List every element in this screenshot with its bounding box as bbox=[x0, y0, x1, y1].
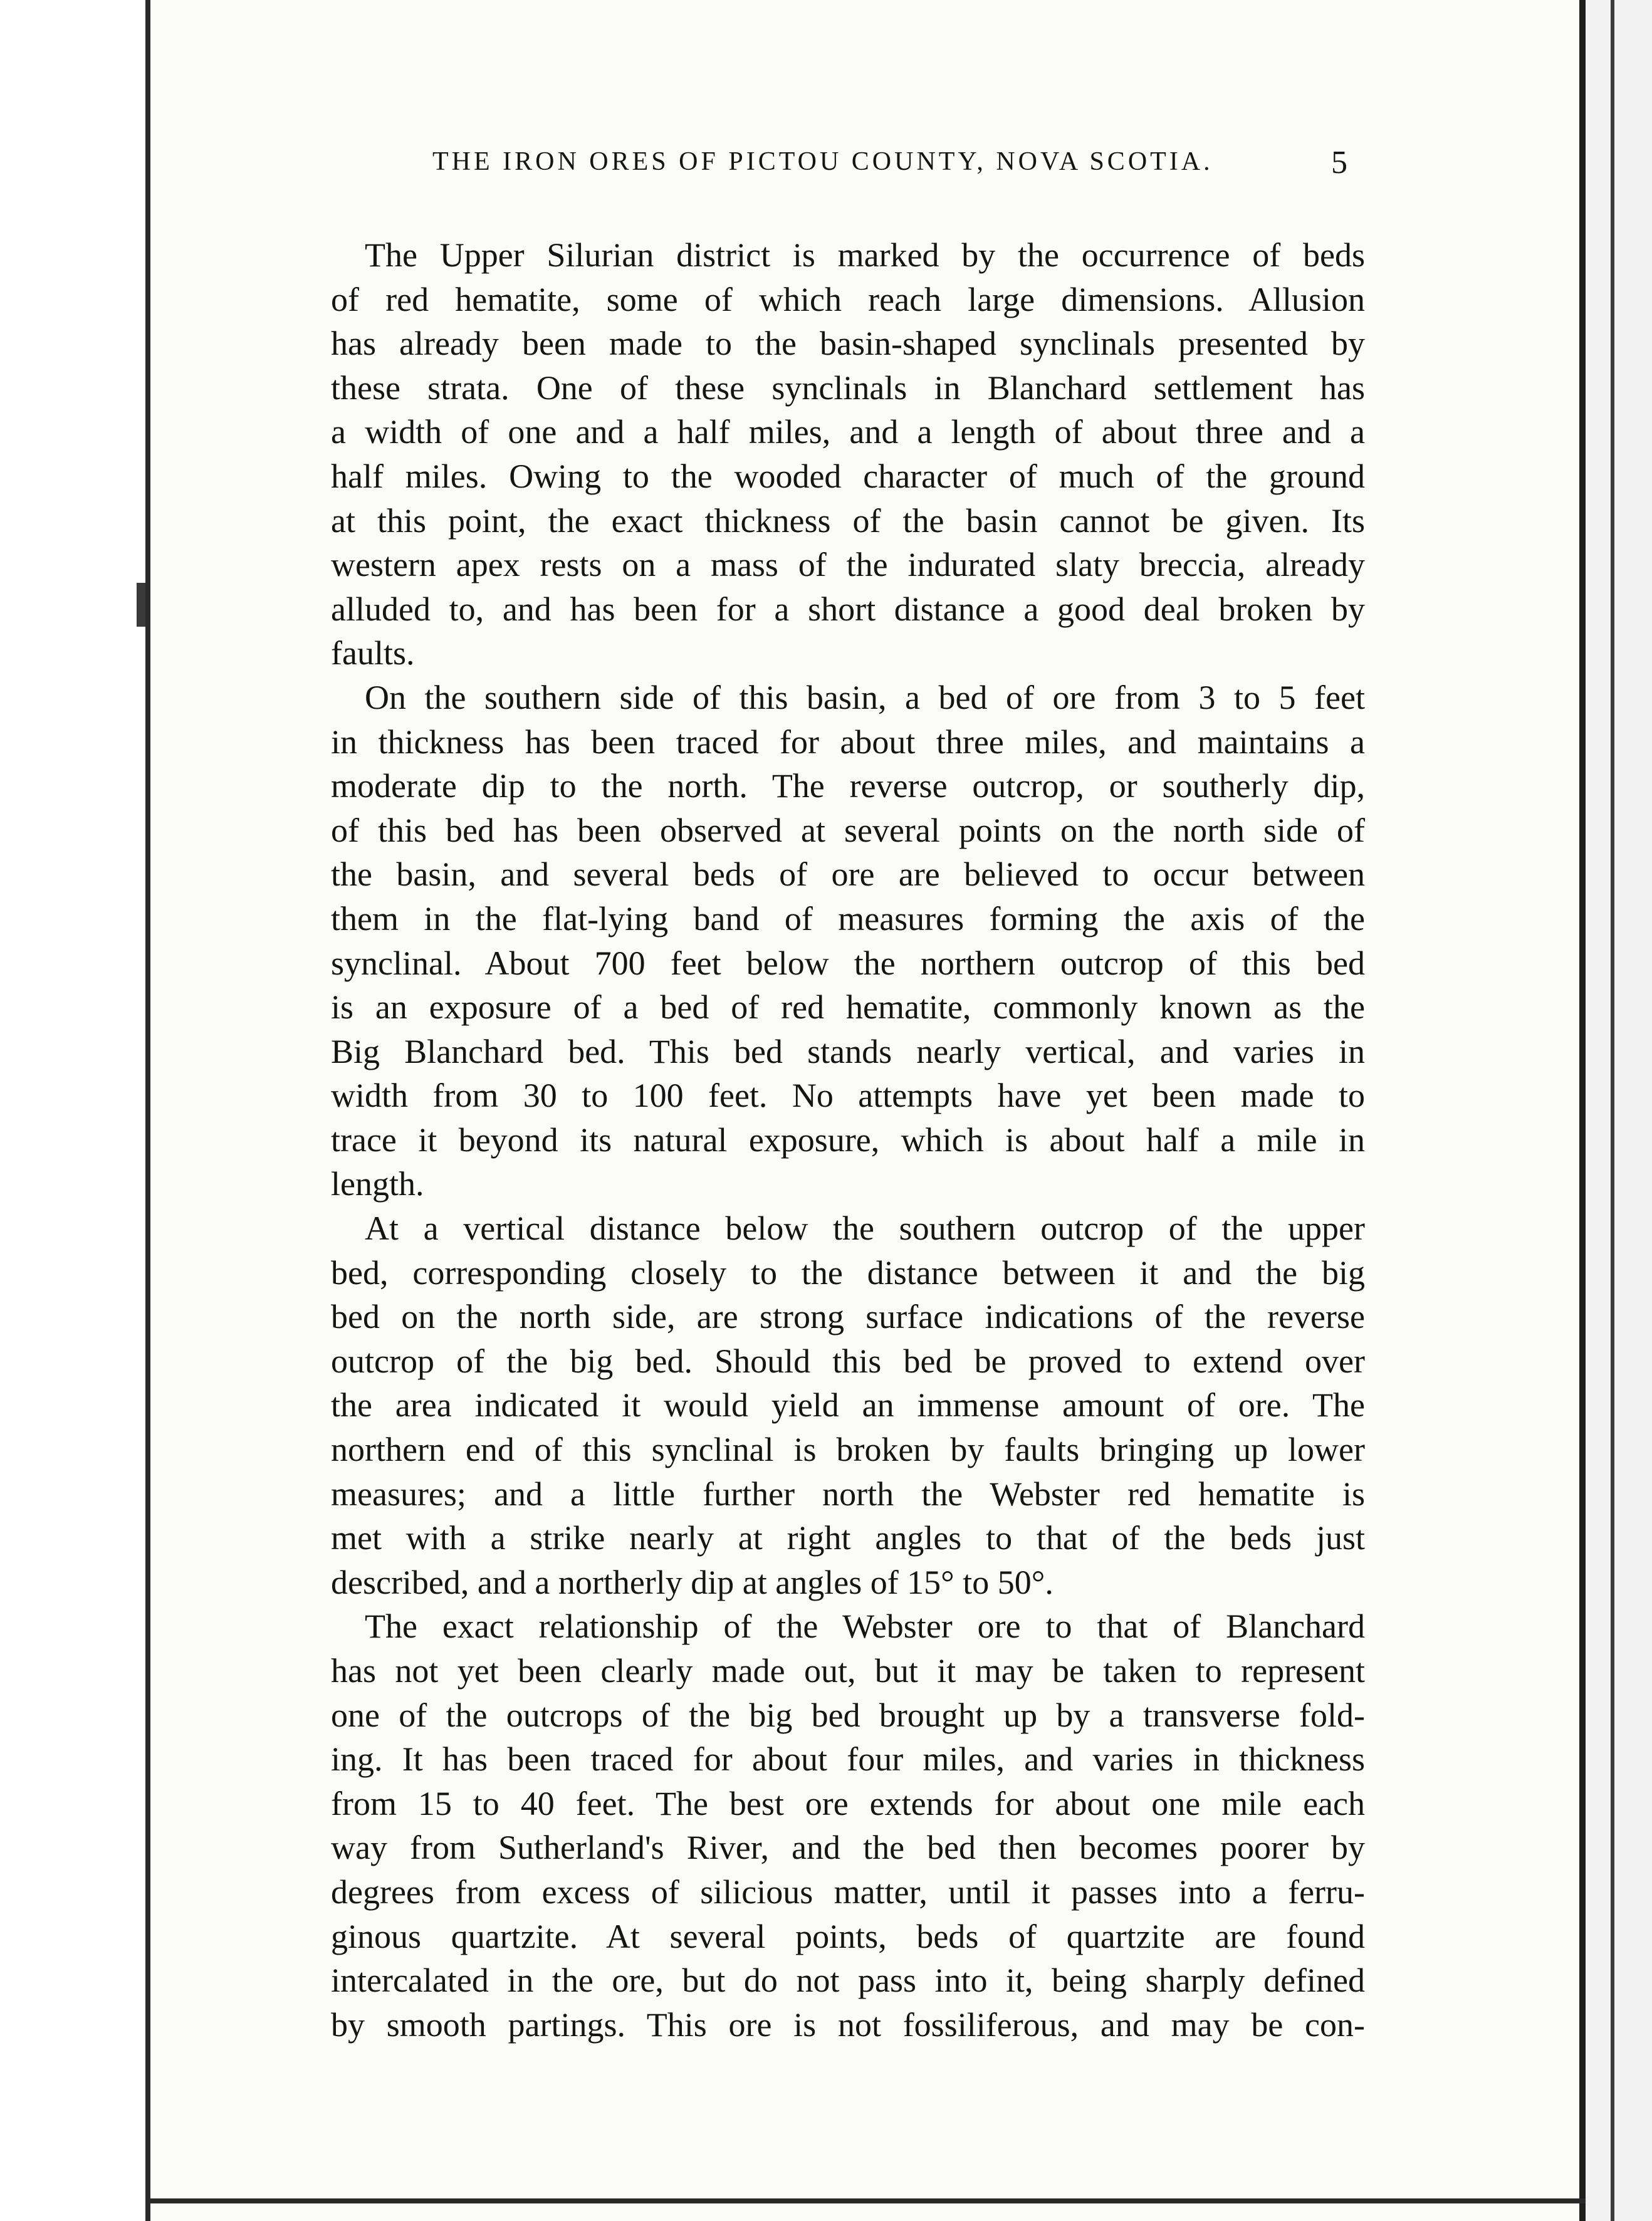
text-line: one of the outcrops of the big bed brought up by a transverse fold- bbox=[331, 1696, 1365, 1734]
text-line: northern end of this synclinal is broken by faults bringing up lower bbox=[331, 1431, 1365, 1469]
binding-edge bbox=[145, 0, 150, 2221]
text-line: way from Sutherland's River, and the bed then becomes poorer by bbox=[331, 1829, 1365, 1867]
text-line: measures; and a little further north the Webster red hematite is bbox=[331, 1475, 1365, 1513]
text-line: has already been made to the basin-shaped synclinals presented by bbox=[331, 325, 1365, 363]
text-line: bed, corresponding closely to the distance between it and the big bbox=[331, 1253, 1365, 1292]
text-line: from 15 to 40 feet. The best ore extends for about one mile each bbox=[331, 1784, 1365, 1822]
body-text bbox=[331, 233, 1365, 2047]
text-line: At a vertical distance below the southern outcrop of the upper bbox=[365, 1210, 1365, 1248]
text-line: degrees from excess of silicious matter, until it passes into a ferru- bbox=[331, 1873, 1365, 1911]
bottom-page-edge bbox=[150, 2198, 1586, 2203]
text-line: in thickness has been traced for about three miles, and maintains a bbox=[331, 723, 1365, 761]
right-page-edge bbox=[1579, 0, 1586, 2221]
text-line: the area indicated it would yield an immense amount of ore. The bbox=[331, 1386, 1365, 1424]
binding-mark bbox=[137, 583, 145, 627]
text-line: has not yet been clearly made out, but it may be taken to represent bbox=[331, 1652, 1365, 1690]
text-line: met with a strike nearly at right angles to that of the beds just bbox=[331, 1519, 1365, 1557]
text-line: the basin, and several beds of ore are believed to occur between bbox=[331, 855, 1365, 894]
text-line: described, and a northerly dip at angles of 15° to 50°. bbox=[331, 1563, 1053, 1601]
text-line: trace it beyond its natural exposure, which is about half a mile in bbox=[331, 1121, 1365, 1159]
text-line: by smooth partings. This ore is not fossiliferous, and may be con- bbox=[331, 2005, 1365, 2044]
text-line: Big Blanchard bed. This bed stands nearly vertical, and varies in bbox=[331, 1032, 1365, 1070]
text-line: intercalated in the ore, but do not pass into it, being sharply defined bbox=[331, 1962, 1365, 2000]
text-line: these strata. One of these synclinals in Blanchard settlement has bbox=[331, 368, 1365, 407]
text-line: ginous quartzite. At several points, beds of quartzite are found bbox=[331, 1917, 1365, 1955]
text-line: outcrop of the big bed. Should this bed be proved to extend over bbox=[331, 1342, 1365, 1380]
right-page-stack bbox=[1586, 0, 1652, 2221]
text-line: synclinal. About 700 feet below the northern outcrop of this bed bbox=[331, 944, 1365, 982]
text-line: is an exposure of a bed of red hematite, commonly known as the bbox=[331, 988, 1365, 1027]
text-line: alluded to, and has been for a short distance a good deal broken by bbox=[331, 590, 1365, 628]
text-line: of red hematite, some of which reach large dimensions. Allusion bbox=[331, 280, 1365, 318]
running-header: THE IRON ORES OF PICTOU COUNTY, NOVA SCOTIA. bbox=[432, 147, 1213, 176]
text-line: at this point, the exact thickness of the basin cannot be given. Its bbox=[331, 501, 1365, 540]
text-line: half miles. Owing to the wooded character of much of the ground bbox=[331, 457, 1365, 495]
text-line: ing. It has been traced for about four miles, and varies in thickness bbox=[331, 1740, 1365, 1779]
text-line: faults. bbox=[331, 634, 415, 672]
text-line: of this bed has been observed at several points on the north side of bbox=[331, 811, 1365, 849]
text-line: a width of one and a half miles, and a length of about three and a bbox=[331, 413, 1365, 451]
right-page-edge-inner bbox=[1611, 0, 1614, 2221]
gutter-margin bbox=[0, 0, 145, 2221]
text-line: On the southern side of this basin, a bed of ore from 3 to 5 feet bbox=[365, 678, 1365, 716]
text-line: length. bbox=[331, 1165, 424, 1203]
text-line: moderate dip to the north. The reverse outcrop, or southerly dip, bbox=[331, 767, 1365, 805]
text-line: them in the flat-lying band of measures forming the axis of the bbox=[331, 899, 1365, 938]
text-line: The Upper Silurian district is marked by the occurrence of beds bbox=[365, 236, 1365, 274]
text-line: bed on the north side, are strong surface indications of the reverse bbox=[331, 1298, 1365, 1336]
text-line: width from 30 to 100 feet. No attempts have yet been made to bbox=[331, 1077, 1365, 1115]
page-number: 5 bbox=[1331, 145, 1347, 180]
text-line: western apex rests on a mass of the indurated slaty breccia, already bbox=[331, 546, 1365, 584]
text-line: The exact relationship of the Webster ore to that of Blanchard bbox=[365, 1607, 1365, 1646]
